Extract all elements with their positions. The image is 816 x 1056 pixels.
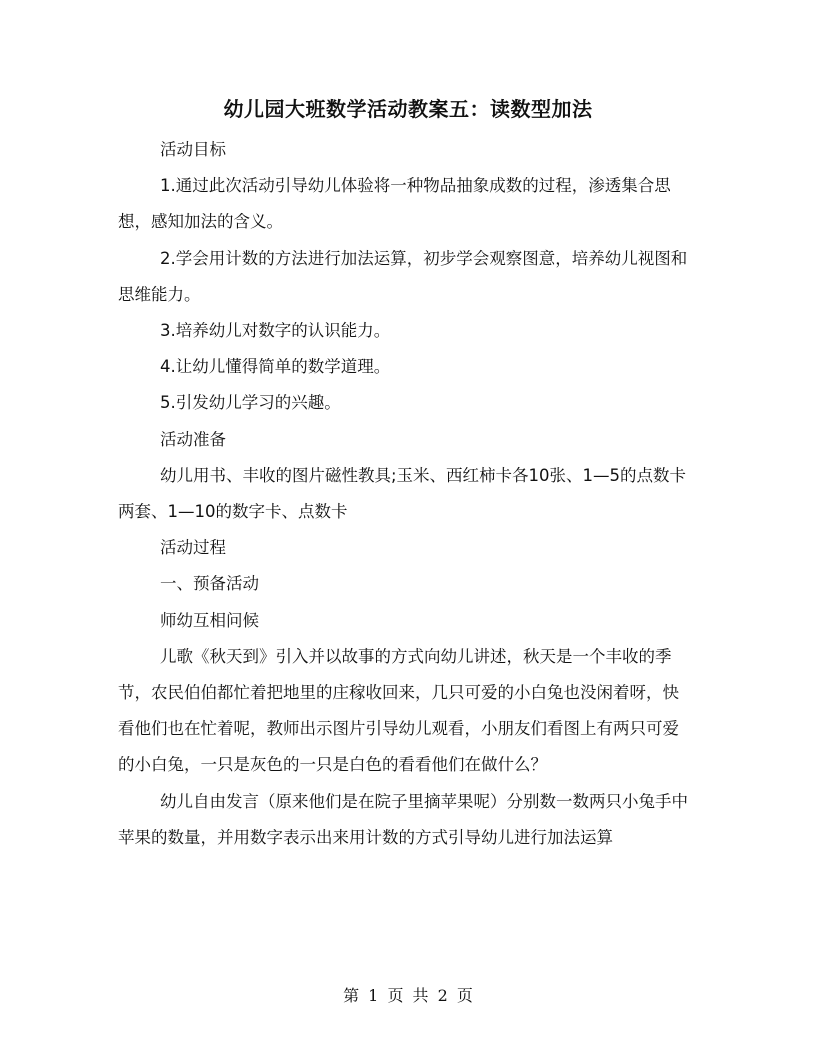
goal-item-2: 2.学会用计数的方法进行加法运算，初步学会观察图意，培养幼儿视图和思维能力。	[118, 248, 688, 304]
process-discussion-paragraph: 幼儿自由发言（原来他们是在院子里摘苹果呢）分别数一数两只小兔手中苹果的数量，并用数字表示出来用计数的方式引导幼儿进行加法运算	[118, 791, 688, 847]
goal-item-4: 4.让幼儿懂得简单的数学道理。	[160, 357, 391, 377]
section-heading-preparation: 活动准备	[160, 429, 226, 449]
process-story-paragraph: 儿歌《秋天到》引入并以故事的方式向幼儿讲述，秋天是一个丰收的季节，农民伯伯都忙着把地里的庄稼收回来，几只可爱的小白兔也没闲着呀，快看他们也在忙着呢，教师出示图片引导幼儿观看，小朋友们看图上有两只可爱的小白兔，一只是灰色的一只是白色的看看他们在做什么？	[118, 646, 679, 775]
preparation-text: 幼儿用书、丰收的图片磁性教具;玉米、西红柿卡各10张、1—5的点数卡两套、1—10的数字卡、点数卡	[118, 465, 687, 522]
page-footer: 第 1 页 共 2 页	[343, 986, 473, 1005]
goal-item-5: 5.引发幼儿学习的兴趣。	[160, 393, 341, 413]
section-heading-process: 活动过程	[160, 538, 226, 558]
process-greeting: 师幼互相问候	[160, 610, 259, 630]
goal-item-1: 1.通过此次活动引导幼儿体验将一种物品抽象成数的过程，渗透集合思想，感知加法的含义。	[118, 176, 671, 232]
section-heading-goals: 活动目标	[160, 140, 226, 159]
document-title: 幼儿园大班数学活动教案五：读数型加法	[223, 97, 593, 121]
goal-item-3: 3.培养幼儿对数字的认识能力。	[160, 321, 391, 341]
document-body	[118, 132, 688, 856]
process-step-heading: 一、预备活动	[160, 574, 259, 594]
